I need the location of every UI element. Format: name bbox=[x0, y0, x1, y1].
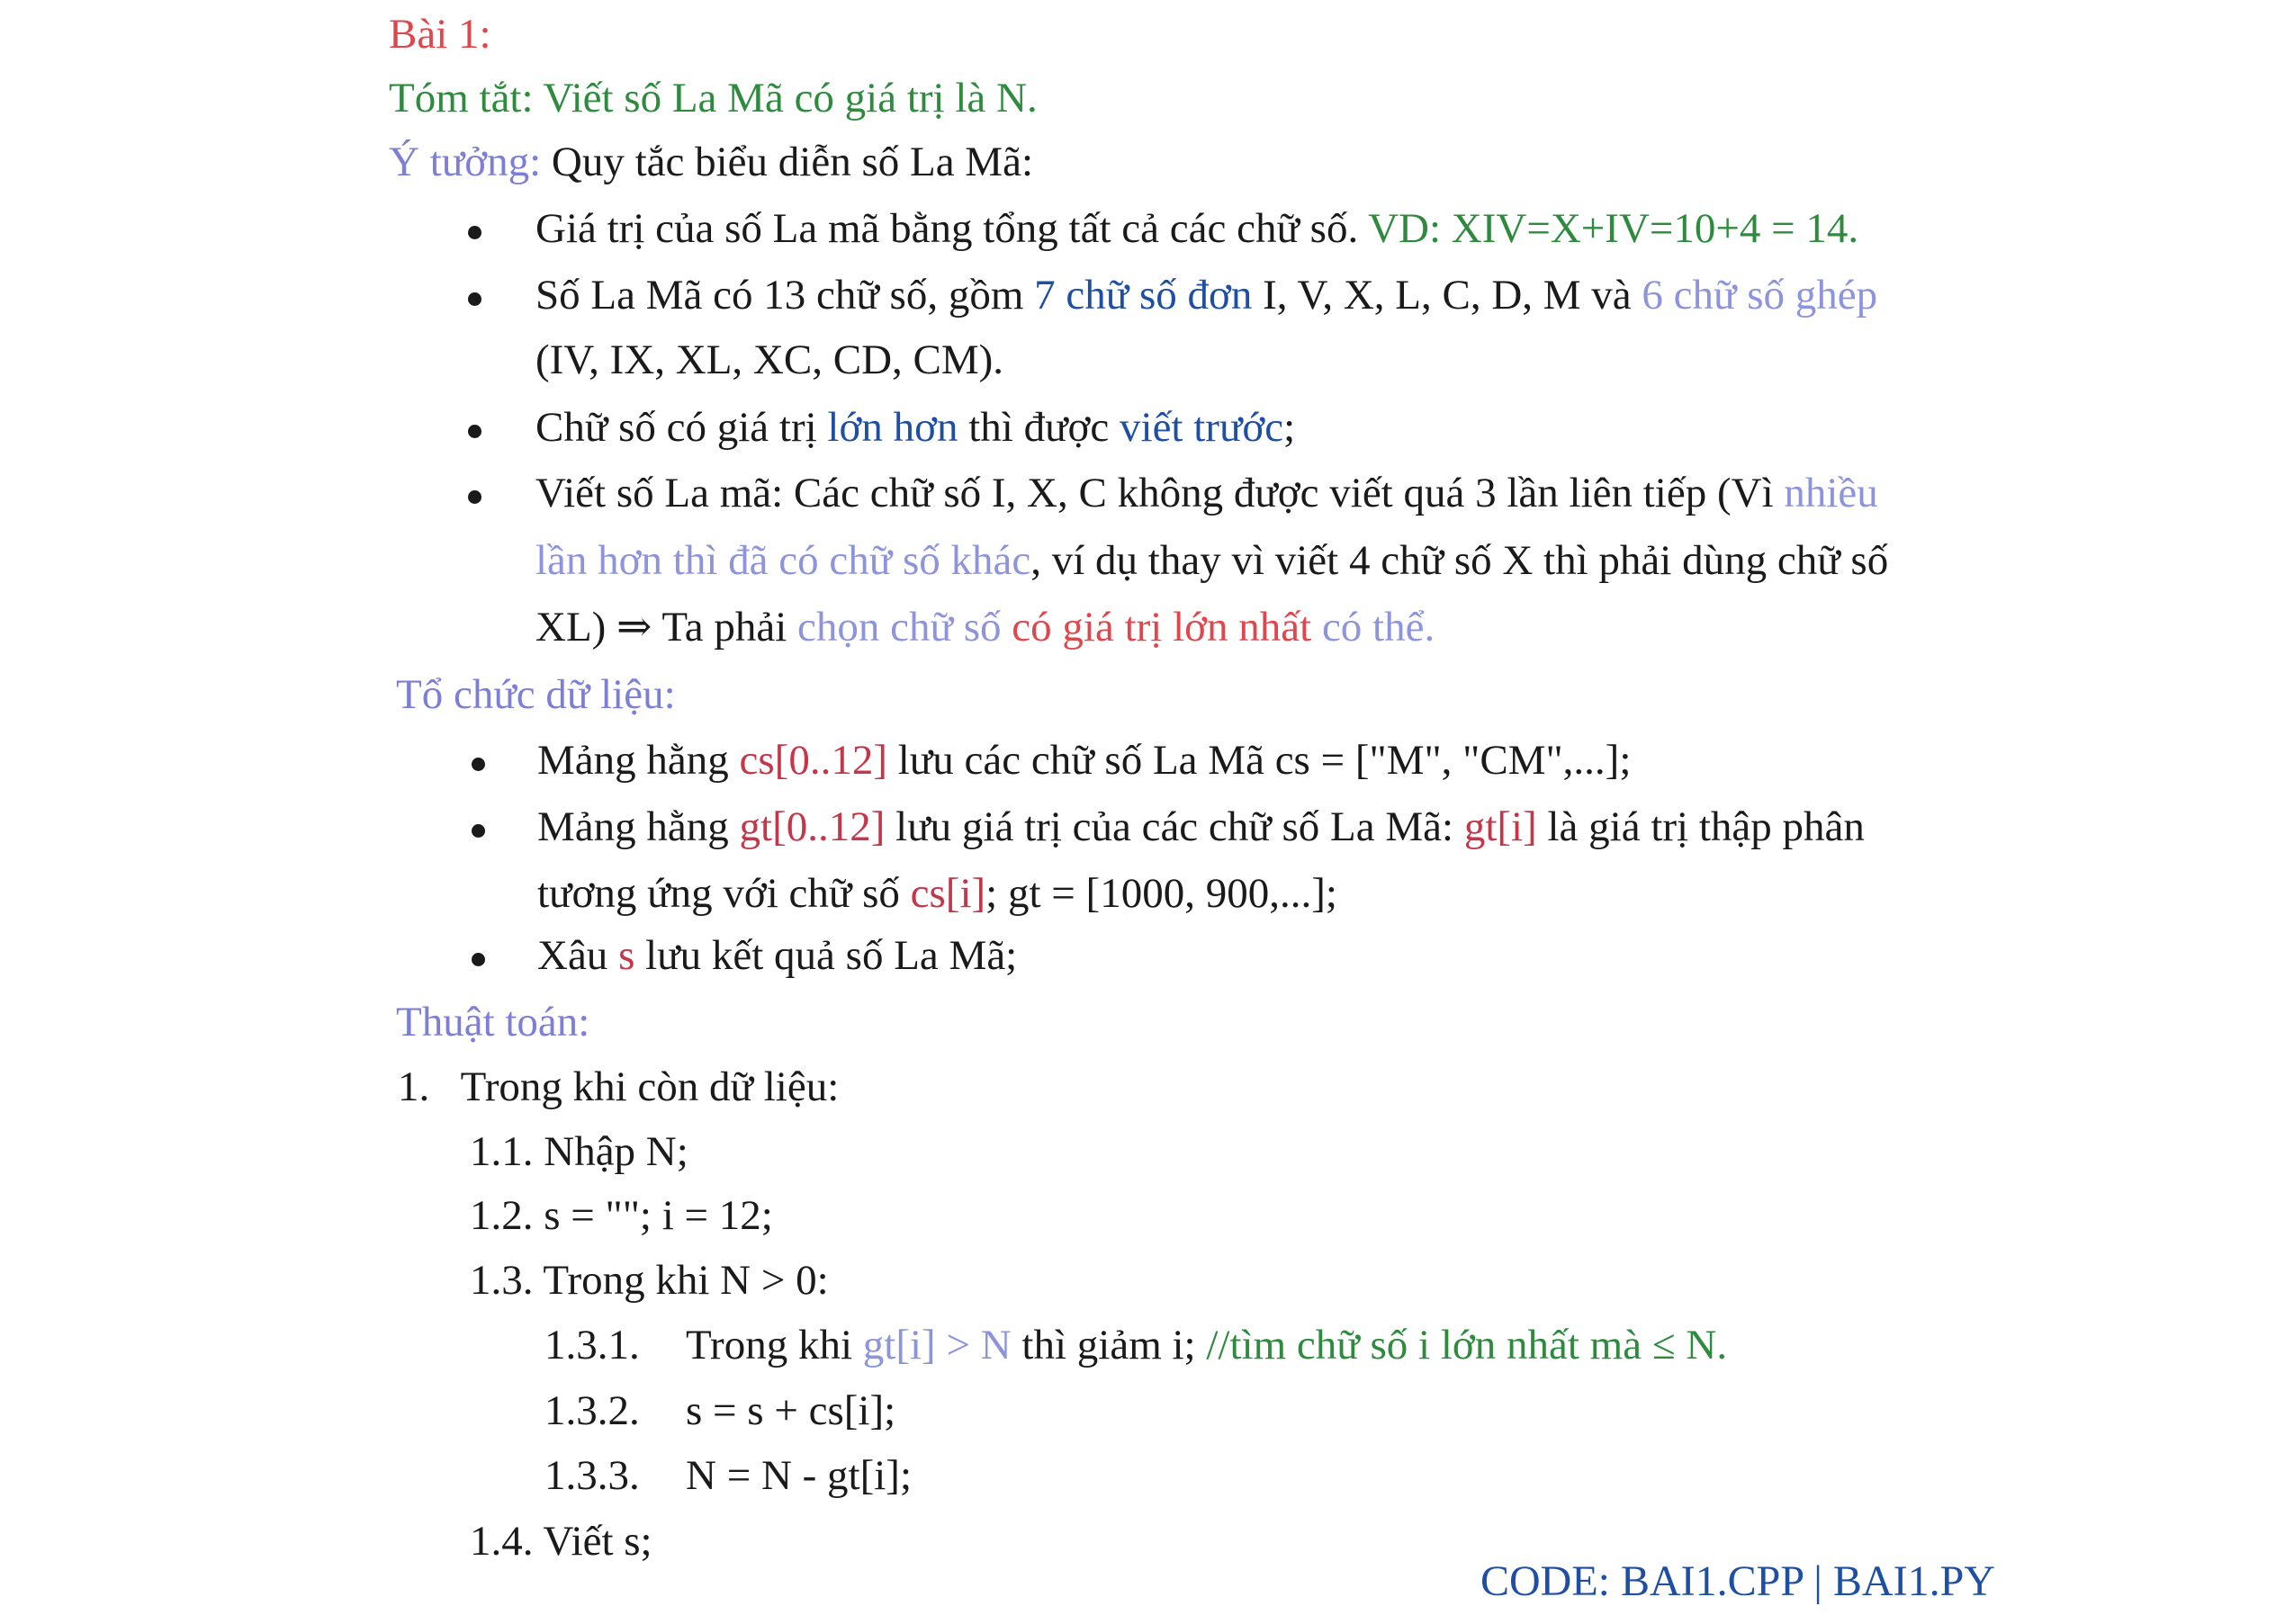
bullet-dot bbox=[472, 953, 485, 966]
data-org-bullet-3-text: Xâu bbox=[537, 932, 619, 979]
summary-text: Viết số La Mã có giá trị là N. bbox=[533, 75, 1038, 121]
bullet-dot bbox=[472, 824, 485, 838]
algorithm-step-1-3-3: N = N - gt[i]; bbox=[686, 1452, 913, 1499]
data-org-bullet-2-line-2-end: ; gt = [1000, 900,...]; bbox=[985, 870, 1337, 917]
summary-line bbox=[389, 71, 1038, 125]
idea-bullet-3-text-3: ; bbox=[1283, 404, 1296, 451]
data-org-bullet-1-text: Mảng hằng bbox=[537, 737, 740, 784]
idea-bullet-1-example: VD: XIV=X+IV=10+4 = 14. bbox=[1368, 205, 1859, 252]
algorithm-step-1-1: 1.1. Nhập N; bbox=[470, 1128, 688, 1175]
code-files-footer: CODE: BAI1.CPP | BAI1.PY bbox=[1480, 1557, 1995, 1605]
bullet-dot bbox=[468, 292, 481, 306]
algorithm-step-1-3: 1.3. Trong khi N > 0: bbox=[470, 1257, 829, 1304]
data-org-label: Tổ chức dữ liệu: bbox=[396, 671, 676, 718]
algorithm-step-1-3-1-text-2: thì giảm i; bbox=[1011, 1322, 1207, 1368]
idea-bullet-3-text-2: thì được bbox=[958, 404, 1120, 451]
idea-bullet-4-line-3-largest: có giá trị lớn nhất bbox=[1012, 604, 1312, 650]
data-org-bullet-2-line-2-text: tương ứng với chữ số bbox=[537, 870, 911, 917]
exercise-title: Bài 1: bbox=[389, 11, 491, 58]
idea-bullet-4-line-3-possible: có thể. bbox=[1311, 604, 1435, 650]
data-org-bullet-3 bbox=[537, 929, 1017, 982]
idea-bullet-1 bbox=[535, 202, 1858, 256]
algorithm-step-1-3-1 bbox=[686, 1318, 1727, 1372]
idea-bullet-2-text-2: I, V, X, L, C, D, M và bbox=[1252, 272, 1642, 319]
algorithm-step-1-3-1-comment: //tìm chữ số i lớn nhất mà ≤ N. bbox=[1206, 1322, 1728, 1368]
idea-bullet-2-text: Số La Mã có 13 chữ số, gồm bbox=[535, 272, 1035, 319]
algorithm-step-1-3-1-number: 1.3.1. bbox=[544, 1322, 640, 1368]
idea-bullet-3-highlight-2: viết trước bbox=[1120, 404, 1284, 451]
idea-bullet-3 bbox=[535, 400, 1295, 454]
idea-bullet-4-line-2 bbox=[535, 534, 1888, 588]
idea-bullet-3-highlight-1: lớn hơn bbox=[827, 404, 958, 451]
algorithm-step-1-3-2-number: 1.3.2. bbox=[544, 1387, 640, 1434]
data-org-bullet-2 bbox=[537, 800, 1865, 854]
idea-bullet-2-continued: (IV, IX, XL, XC, CD, CM). bbox=[535, 336, 1004, 383]
algorithm-step-1-3-2: s = s + cs[i]; bbox=[686, 1387, 896, 1434]
algorithm-step-1-3-1-condition: gt[i] > N bbox=[862, 1322, 1012, 1368]
data-org-bullet-2-line-2-highlight: cs[i] bbox=[910, 870, 986, 917]
algorithm-step-1-4: 1.4. Viết s; bbox=[470, 1518, 652, 1565]
bullet-dot bbox=[468, 490, 481, 504]
idea-line bbox=[389, 135, 1033, 189]
algorithm-step-1-3-3-number: 1.3.3. bbox=[544, 1452, 640, 1499]
algorithm-step-1-2: 1.2. s = ""; i = 12; bbox=[470, 1192, 773, 1239]
idea-label: Ý tưởng: bbox=[389, 139, 542, 185]
idea-bullet-4-line-2-text: , ví dụ thay vì viết 4 chữ số X thì phải dùng chữ số bbox=[1030, 537, 1889, 584]
idea-bullet-4-line-3-text: XL) ⇒ Ta phải bbox=[535, 604, 798, 650]
bullet-dot bbox=[472, 758, 485, 771]
idea-bullet-2-highlight-compound: 6 chữ số ghép bbox=[1642, 272, 1878, 319]
algorithm-step-1-3-1-text: Trong khi bbox=[686, 1322, 863, 1368]
data-org-bullet-3-highlight: s bbox=[618, 932, 635, 979]
idea-bullet-3-text: Chữ số có giá trị bbox=[535, 404, 828, 451]
data-org-bullet-3-text-2: lưu kết quả số La Mã; bbox=[634, 932, 1018, 979]
idea-bullet-2 bbox=[535, 268, 1877, 322]
data-org-bullet-2-highlight: gt[0..12] bbox=[739, 803, 886, 850]
idea-bullet-4-highlight: nhiều bbox=[1784, 470, 1878, 516]
summary-label: Tóm tắt: bbox=[389, 75, 534, 121]
algorithm-step-1: 1. Trong khi còn dữ liệu: bbox=[398, 1063, 840, 1110]
idea-bullet-4 bbox=[535, 466, 1878, 520]
data-org-bullet-2-text-3: là giá trị thập phân bbox=[1536, 803, 1865, 850]
data-org-bullet-1-highlight: cs[0..12] bbox=[739, 737, 887, 784]
idea-bullet-4-line-3 bbox=[535, 600, 1435, 654]
idea-bullet-1-text: Giá trị của số La mã bằng tổng tất cả các chữ số. bbox=[535, 205, 1369, 252]
data-org-bullet-2-text: Mảng hằng bbox=[537, 803, 740, 850]
bullet-dot bbox=[468, 425, 481, 438]
data-org-bullet-1 bbox=[537, 733, 1631, 787]
data-org-bullet-2-text-2: lưu giá trị của các chữ số La Mã: bbox=[885, 803, 1464, 850]
idea-bullet-4-text: Viết số La mã: Các chữ số I, X, C không được viết quá 3 lần liên tiếp (Vì bbox=[535, 470, 1785, 516]
data-org-bullet-2-highlight-2: gt[i] bbox=[1463, 803, 1537, 850]
idea-bullet-4-line-2-highlight: lần hơn thì đã có chữ số khác bbox=[535, 537, 1031, 584]
data-org-bullet-2-line-2 bbox=[537, 866, 1337, 920]
bullet-dot bbox=[468, 226, 481, 239]
data-org-bullet-1-text-2: lưu các chữ số La Mã cs = ["M", "CM",...]; bbox=[886, 737, 1632, 784]
idea-bullet-4-line-3-choose: chọn chữ số bbox=[797, 604, 1012, 650]
idea-text: Quy tắc biểu diễn số La Mã: bbox=[541, 139, 1034, 185]
algorithm-label: Thuật toán: bbox=[396, 999, 590, 1045]
idea-bullet-2-highlight-single: 7 chữ số đơn bbox=[1034, 272, 1253, 319]
